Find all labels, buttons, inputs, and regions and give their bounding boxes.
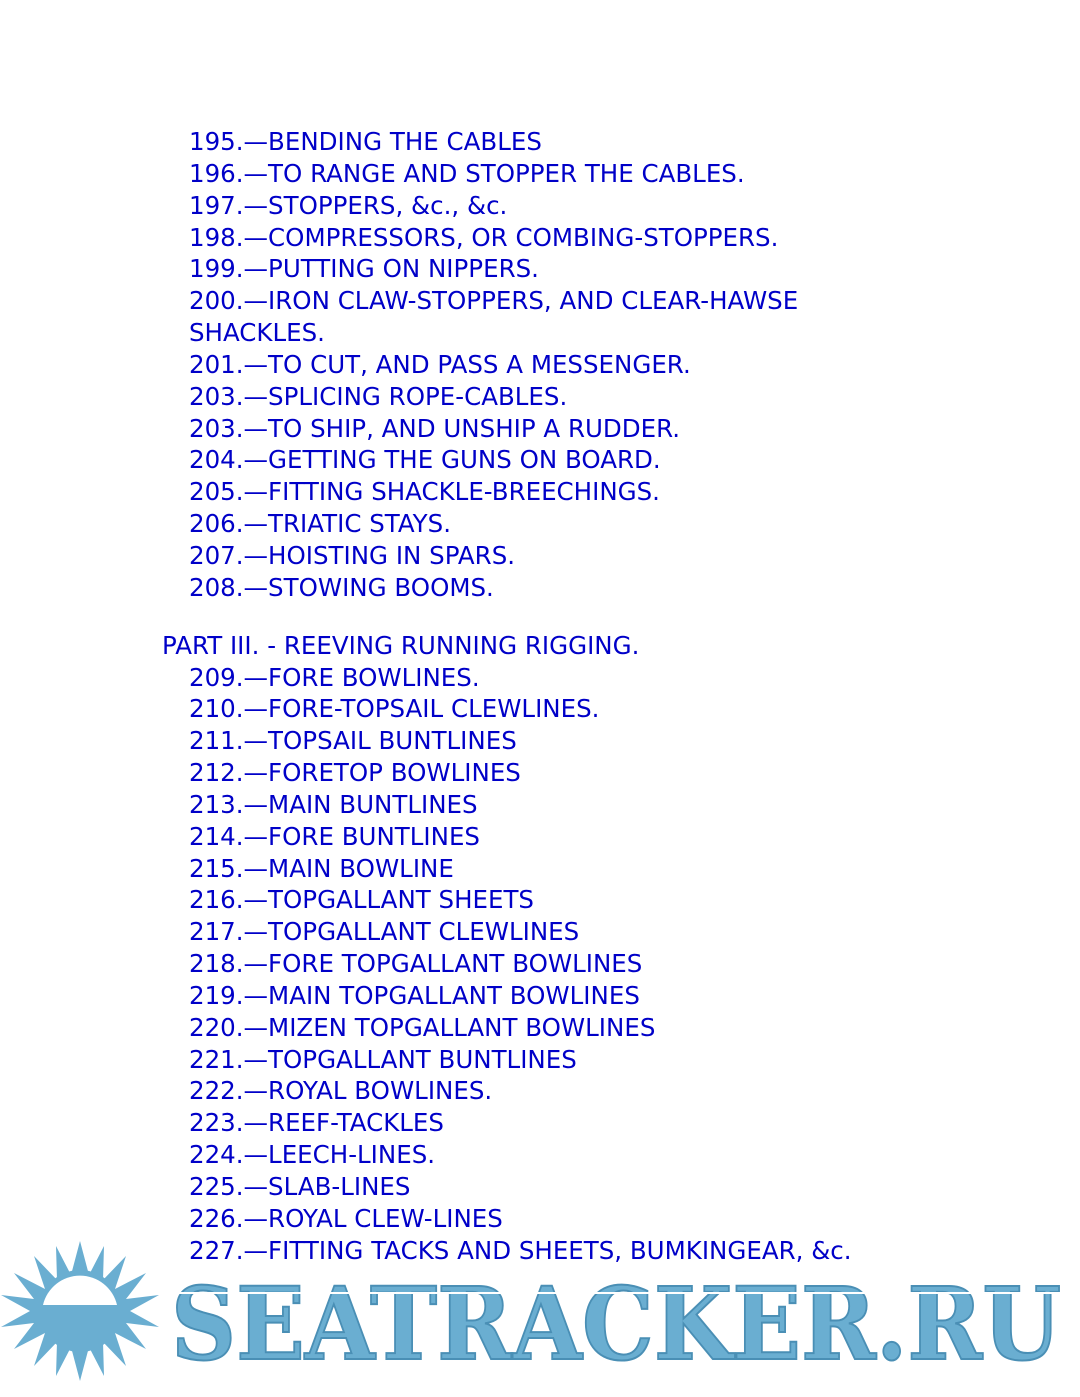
toc-item-221[interactable]: 221.—TOPGALLANT BUNTLINES: [189, 1044, 577, 1074]
toc-item-206[interactable]: 206.—TRIATIC STAYS.: [189, 509, 451, 539]
watermark-text: SEATRACKER.RU: [171, 1265, 1061, 1383]
toc-item-209[interactable]: 209.—FORE BOWLINES.: [189, 662, 480, 692]
toc-item-207[interactable]: 207.—HOISTING IN SPARS.: [189, 540, 516, 570]
toc-item-204[interactable]: 204.—GETTING THE GUNS ON BOARD.: [189, 445, 661, 475]
toc-item-205[interactable]: 205.—FITTING SHACKLE-BREECHINGS.: [189, 477, 660, 507]
toc-item-211[interactable]: 211.—TOPSAIL BUNTLINES: [189, 726, 517, 756]
toc-item-208[interactable]: 208.—STOWING BOOMS.: [189, 572, 494, 602]
toc-item-215[interactable]: 215.—MAIN BOWLINE: [189, 853, 454, 883]
sun-icon: [1, 1241, 159, 1381]
toc-item-214[interactable]: 214.—FORE BUNTLINES: [189, 821, 480, 851]
toc-item-196[interactable]: 196.—TO RANGE AND STOPPER THE CABLES.: [189, 158, 745, 188]
toc-item-198[interactable]: 198.—COMPRESSORS, OR COMBING-STOPPERS.: [189, 222, 779, 252]
toc-item-219[interactable]: 219.—MAIN TOPGALLANT BOWLINES: [189, 980, 640, 1010]
toc-item-223[interactable]: 223.—REEF-TACKLES: [189, 1108, 444, 1138]
toc-item-225[interactable]: 225.—SLAB-LINES: [189, 1172, 411, 1201]
toc-item-212[interactable]: 212.—FORETOP BOWLINES: [189, 758, 521, 788]
toc-item-195[interactable]: 195.—BENDING THE CABLES: [189, 127, 542, 156]
toc-item-200-continuation[interactable]: SHACKLES.: [189, 318, 325, 348]
toc-item-217[interactable]: 217.—TOPGALLANT CLEWLINES: [189, 917, 580, 947]
toc-item-201[interactable]: 201.—TO CUT, AND PASS A MESSENGER.: [189, 349, 691, 379]
toc-item-216[interactable]: 216.—TOPGALLANT SHEETS: [189, 885, 534, 915]
toc-item-200[interactable]: 200.—IRON CLAW-STOPPERS, AND CLEAR-HAWSE: [189, 286, 799, 316]
toc-item-224[interactable]: 224.—LEECH-LINES.: [189, 1140, 436, 1170]
part-three-list: [0, 662, 1080, 1267]
toc-item-197[interactable]: 197.—STOPPERS, &c., &c.: [189, 190, 508, 220]
toc-item-199[interactable]: 199.—PUTTING ON NIPPERS.: [189, 254, 539, 284]
toc-item-227[interactable]: 227.—FITTING TACKS AND SHEETS, BUMKINGEAR, &c.: [189, 1235, 852, 1265]
toc-item-210[interactable]: 210.—FORE-TOPSAIL CLEWLINES.: [189, 694, 600, 724]
part-three-heading[interactable]: PART III. - REEVING RUNNING RIGGING.: [162, 630, 640, 660]
toc-item-220[interactable]: 220.—MIZEN TOPGALLANT BOWLINES: [189, 1012, 656, 1042]
toc-item-213[interactable]: 213.—MAIN BUNTLINES: [189, 789, 478, 819]
toc-item-222[interactable]: 222.—ROYAL BOWLINES.: [189, 1076, 493, 1106]
toc-item-226[interactable]: 226.—ROYAL CLEW-LINES: [189, 1203, 503, 1233]
watermark: [0, 1236, 1080, 1397]
section-two-list: [0, 126, 1080, 604]
toc-item-203-splicing[interactable]: 203.—SPLICING ROPE-CABLES.: [189, 381, 568, 411]
table-of-contents: [0, 126, 1080, 1267]
toc-item-203-rudder[interactable]: 203.—TO SHIP, AND UNSHIP A RUDDER.: [189, 413, 681, 443]
toc-item-218[interactable]: 218.—FORE TOPGALLANT BOWLINES: [189, 949, 643, 979]
